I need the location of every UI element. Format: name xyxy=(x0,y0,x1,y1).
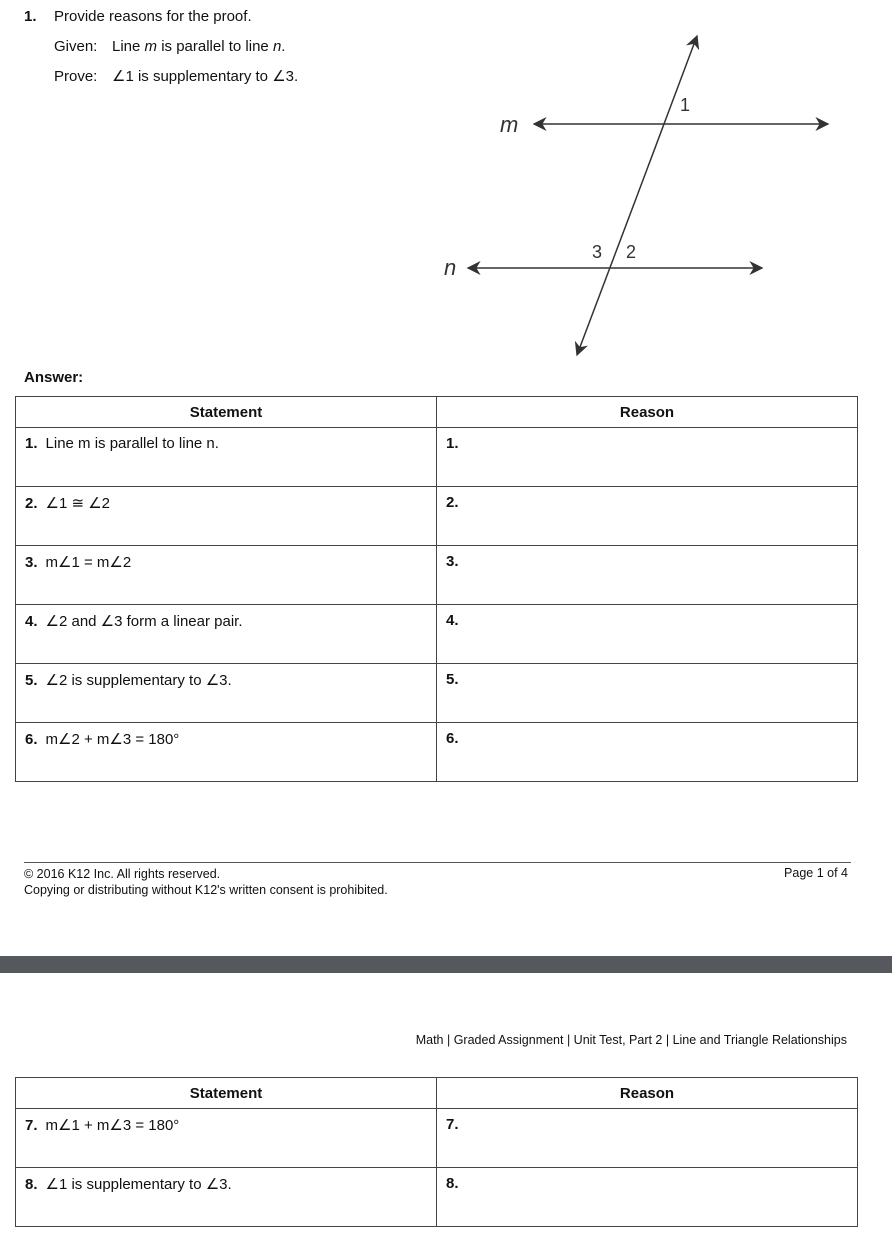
reason-cell[interactable]: 8. xyxy=(437,1168,858,1227)
line-m-label: m xyxy=(500,112,519,137)
line-n-label: n xyxy=(444,255,457,280)
reason-cell[interactable]: 4. xyxy=(437,605,858,664)
statement-cell: 5. ∠2 is supplementary to ∠3. xyxy=(16,664,437,723)
running-header: Math | Graded Assignment | Unit Test, Part 2 | Line and Triangle Relationships xyxy=(415,1033,847,1047)
given-text-mid: is parallel to line xyxy=(157,38,273,55)
given-text-end: . xyxy=(281,38,286,55)
table-row xyxy=(16,605,858,664)
statement-cell: 1. Line m is parallel to line n. xyxy=(16,428,437,487)
page-number: Page 1 of 4 xyxy=(784,866,848,880)
table-row xyxy=(16,546,858,605)
reason-cell[interactable]: 6. xyxy=(437,723,858,782)
statement-header: Statement xyxy=(16,397,437,428)
transversal-up xyxy=(637,36,697,196)
statement-cell: 4. ∠2 and ∠3 form a linear pair. xyxy=(16,605,437,664)
reason-cell[interactable]: 1. xyxy=(437,428,858,487)
prove-text: ∠1 is supplementary to ∠3. xyxy=(112,68,299,85)
reason-header: Reason xyxy=(437,397,858,428)
answer-label: Answer: xyxy=(24,369,84,386)
reason-cell[interactable]: 2. xyxy=(437,487,858,546)
question-prompt: Provide reasons for the proof. xyxy=(54,8,252,25)
proof-table-page2 xyxy=(15,1077,858,1227)
given-label: Given: xyxy=(54,38,98,55)
statement-header: Statement xyxy=(16,1078,437,1109)
given-text-pre: Line xyxy=(112,38,145,55)
reason-cell[interactable]: 7. xyxy=(437,1109,858,1168)
table-row xyxy=(16,664,858,723)
proof-table-page1 xyxy=(15,396,858,782)
statement-cell: 7. m∠1 + m∠3 = 180° xyxy=(16,1109,437,1168)
reason-cell[interactable]: 5. xyxy=(437,664,858,723)
table-row xyxy=(16,1109,858,1168)
reason-header: Reason xyxy=(437,1078,858,1109)
statement-cell: 6. m∠2 + m∠3 = 180° xyxy=(16,723,437,782)
footer-rule xyxy=(24,862,851,863)
question-number: 1. xyxy=(24,8,37,25)
page-break-bar xyxy=(0,956,892,973)
given-var-n: n xyxy=(272,38,282,55)
statement-cell: 3. m∠1 = m∠2 xyxy=(16,546,437,605)
table-row xyxy=(16,487,858,546)
reason-cell[interactable]: 3. xyxy=(437,546,858,605)
table-row xyxy=(16,428,858,487)
table-row xyxy=(16,723,858,782)
angle-2-label: 2 xyxy=(626,242,637,262)
statement-cell: 2. ∠1 ≅ ∠2 xyxy=(16,487,437,546)
parallel-lines-figure xyxy=(0,0,892,380)
prove-label: Prove: xyxy=(54,68,98,85)
angle-1-label: 1 xyxy=(680,95,691,115)
angle-3-label: 3 xyxy=(592,242,603,262)
table-row xyxy=(16,1168,858,1227)
transversal-down xyxy=(577,196,637,355)
given-var-m: m xyxy=(144,38,158,55)
footer-copyright: © 2016 K12 Inc. All rights reserved. Copying or distributing without K12's written consent is prohibited. xyxy=(24,867,388,897)
statement-cell: 8. ∠1 is supplementary to ∠3. xyxy=(16,1168,437,1227)
